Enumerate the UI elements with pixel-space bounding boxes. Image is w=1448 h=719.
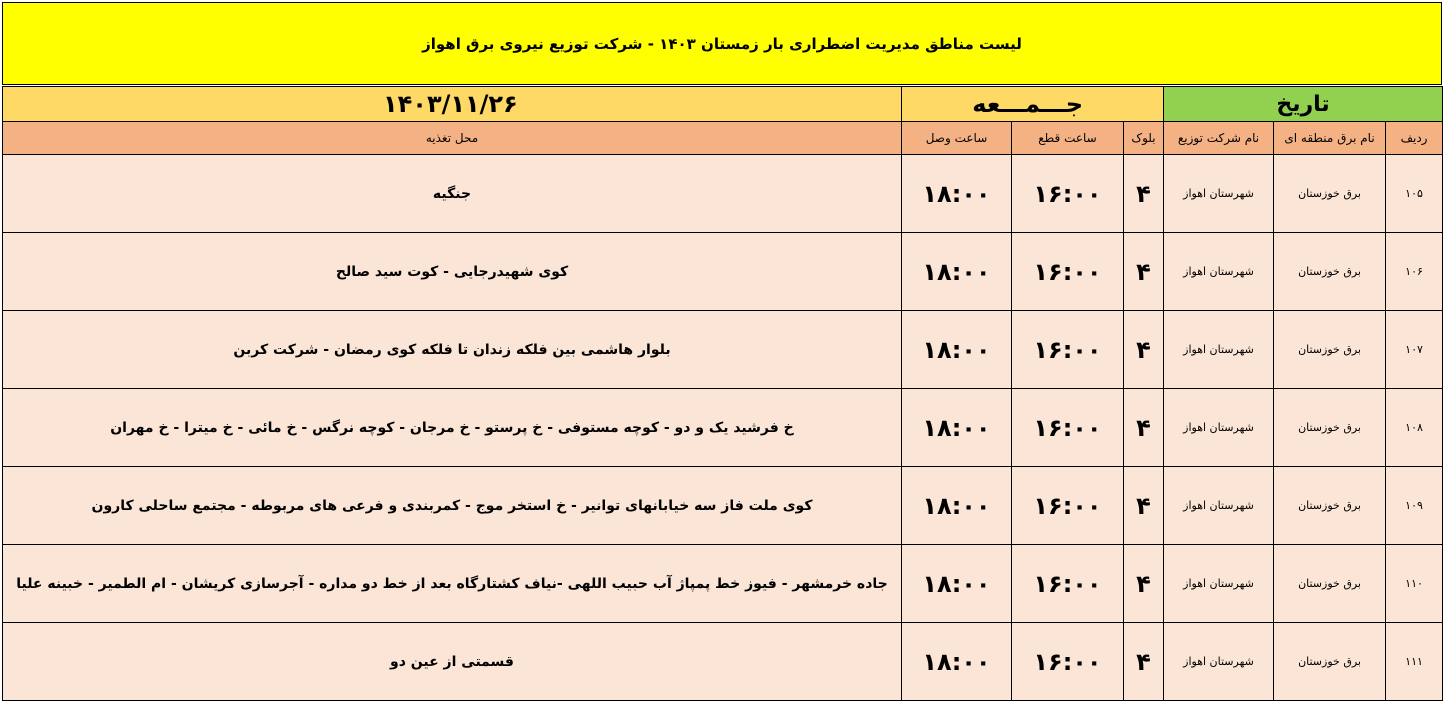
- row-number-cell: ۱۱۰: [1386, 545, 1443, 623]
- regional-cell: برق خوزستان: [1274, 311, 1386, 389]
- schedule-table: [2, 86, 1443, 701]
- company-cell: شهرستان اهواز: [1164, 467, 1274, 545]
- regional-cell: برق خوزستان: [1274, 233, 1386, 311]
- cut-time-cell: ۱۶:۰۰: [1012, 545, 1124, 623]
- connect-time-cell: ۱۸:۰۰: [902, 467, 1012, 545]
- company-cell: شهرستان اهواز: [1164, 389, 1274, 467]
- table-row: [3, 311, 1443, 389]
- location-cell: جنگیه: [3, 155, 902, 233]
- connect-time-cell: ۱۸:۰۰: [902, 155, 1012, 233]
- cut-time-cell: ۱۶:۰۰: [1012, 623, 1124, 701]
- cut-time-cell: ۱۶:۰۰: [1012, 233, 1124, 311]
- schedule-table-body: [3, 87, 1443, 701]
- location-cell: کوی ملت فاز سه خیابانهای توانیر - خ استخر موج - کمربندی و فرعی های مربوطه - مجتمع ساحلی کارون: [3, 467, 902, 545]
- header-connect-time: ساعت وصل: [902, 122, 1012, 155]
- connect-time-cell: ۱۸:۰۰: [902, 623, 1012, 701]
- header-block: بلوک: [1124, 122, 1164, 155]
- row-number-cell: ۱۰۶: [1386, 233, 1443, 311]
- cut-time-cell: ۱۶:۰۰: [1012, 467, 1124, 545]
- company-cell: شهرستان اهواز: [1164, 311, 1274, 389]
- regional-cell: برق خوزستان: [1274, 545, 1386, 623]
- table-row: [3, 623, 1443, 701]
- header-company: نام شرکت توزیع: [1164, 122, 1274, 155]
- table-row: [3, 467, 1443, 545]
- header-row-number: ردیف: [1386, 122, 1443, 155]
- connect-time-cell: ۱۸:۰۰: [902, 311, 1012, 389]
- cut-time-cell: ۱۶:۰۰: [1012, 155, 1124, 233]
- row-number-cell: ۱۱۱: [1386, 623, 1443, 701]
- block-cell: ۴: [1124, 467, 1164, 545]
- row-number-cell: ۱۰۷: [1386, 311, 1443, 389]
- block-cell: ۴: [1124, 233, 1164, 311]
- connect-time-cell: ۱۸:۰۰: [902, 545, 1012, 623]
- company-cell: شهرستان اهواز: [1164, 233, 1274, 311]
- connect-time-cell: ۱۸:۰۰: [902, 389, 1012, 467]
- row-number-cell: ۱۰۸: [1386, 389, 1443, 467]
- regional-cell: برق خوزستان: [1274, 155, 1386, 233]
- company-cell: شهرستان اهواز: [1164, 623, 1274, 701]
- table-row: [3, 233, 1443, 311]
- location-cell: خ فرشید یک و دو - کوچه مستوفی - خ پرستو - خ مرجان - کوچه نرگس - خ مائی - خ میترا - خ مهران: [3, 389, 902, 467]
- date-row: [3, 87, 1443, 122]
- location-cell: جاده خرمشهر - فیوز خط پمپاژ آب حبیب اللهی -نیاف کشتارگاه بعد از خط دو مداره - آجرسازی کریشان - ام الطمیر - خبینه علیا: [3, 545, 902, 623]
- header-cut-time: ساعت قطع: [1012, 122, 1124, 155]
- regional-cell: برق خوزستان: [1274, 467, 1386, 545]
- location-cell: قسمتی از عین دو: [3, 623, 902, 701]
- block-cell: ۴: [1124, 545, 1164, 623]
- company-cell: شهرستان اهواز: [1164, 545, 1274, 623]
- block-cell: ۴: [1124, 389, 1164, 467]
- header-regional: نام برق منطقه ای: [1274, 122, 1386, 155]
- block-cell: ۴: [1124, 311, 1164, 389]
- row-number-cell: ۱۰۵: [1386, 155, 1443, 233]
- table-row: [3, 155, 1443, 233]
- header-location: محل تغذیه: [3, 122, 902, 155]
- row-number-cell: ۱۰۹: [1386, 467, 1443, 545]
- regional-cell: برق خوزستان: [1274, 623, 1386, 701]
- location-cell: بلوار هاشمی بین فلکه زندان تا فلکه کوی رمضان - شرکت کربن: [3, 311, 902, 389]
- location-cell: کوی شهیدرجایی - کوت سید صالح: [3, 233, 902, 311]
- company-cell: شهرستان اهواز: [1164, 155, 1274, 233]
- sheet-title: لیست مناطق مدیریت اضطراری بار زمستان ۱۴۰۳ - شرکت توزیع نیروی برق اهواز: [2, 2, 1442, 85]
- day-cell: جـــمـــعه: [902, 87, 1164, 122]
- cut-time-cell: ۱۶:۰۰: [1012, 311, 1124, 389]
- date-cell: ۱۴۰۳/۱۱/۲۶: [3, 87, 902, 122]
- table-row: [3, 545, 1443, 623]
- block-cell: ۴: [1124, 623, 1164, 701]
- connect-time-cell: ۱۸:۰۰: [902, 233, 1012, 311]
- table-row: [3, 389, 1443, 467]
- block-cell: ۴: [1124, 155, 1164, 233]
- header-row: [3, 122, 1443, 155]
- date-label: تاریخ: [1164, 87, 1443, 122]
- regional-cell: برق خوزستان: [1274, 389, 1386, 467]
- cut-time-cell: ۱۶:۰۰: [1012, 389, 1124, 467]
